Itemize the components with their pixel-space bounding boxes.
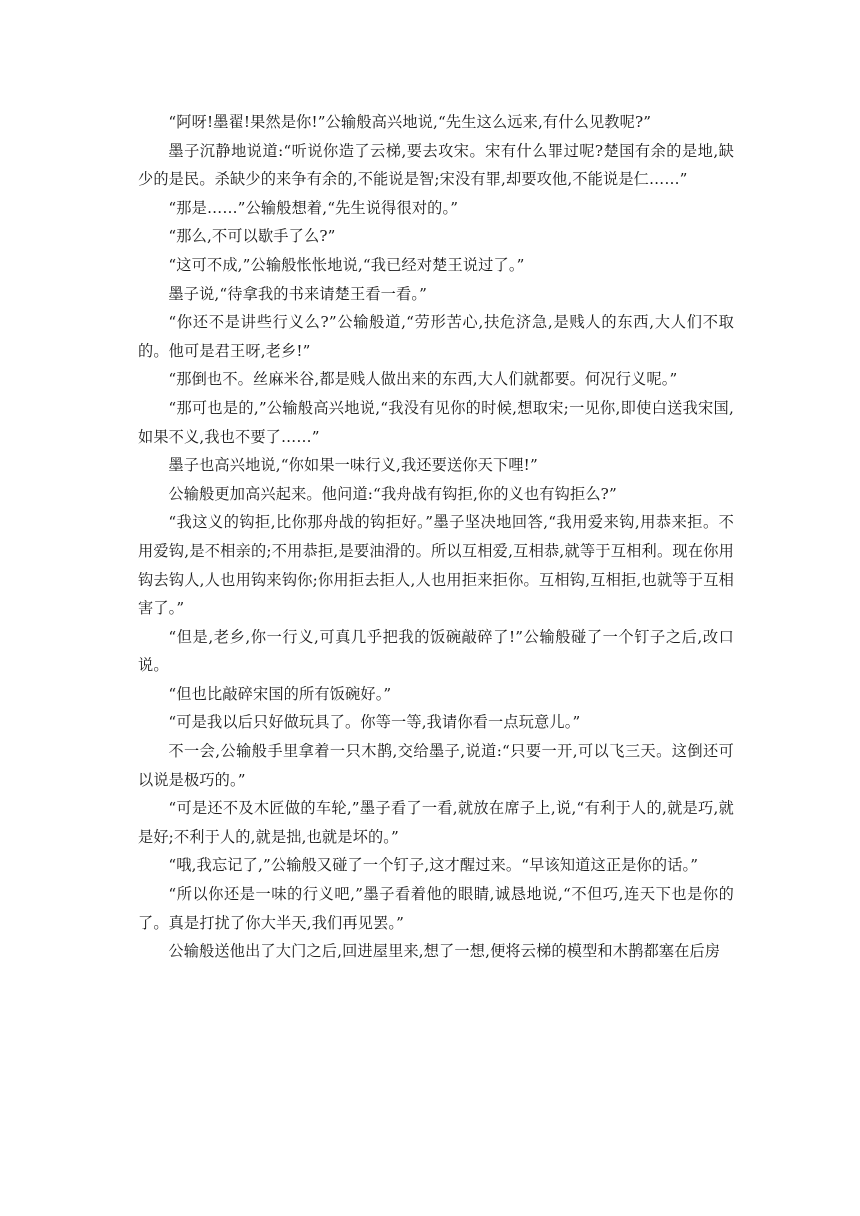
paragraph-16: 不一会,公输般手里拿着一只木鹊,交给墨子,说道:“只要一开,可以飞三天。这倒还可以说是极巧的。” bbox=[138, 742, 734, 789]
paragraph-2: 墨子沉静地说道:“听说你造了云梯,要去攻宋。宋有什么罪过呢?楚国有余的是地,缺少的是民。杀缺少的来争有余的,不能说是智;宋没有罪,却要攻他,不能说是仁……” bbox=[138, 141, 734, 189]
paragraph-1: “阿呀!墨翟!果然是你!”公输般高兴地说,“先生这么远来,有什么见教呢?” bbox=[168, 113, 652, 131]
paragraph-13: “但是,老乡,你一行义,可真几乎把我的饭碗敲碎了!”公输般碰了一个钉子之后,改口说。 bbox=[138, 627, 734, 675]
paragraph-15: “可是我以后只好做玩具了。你等一等,我请你看一点玩意儿。” bbox=[168, 713, 581, 732]
body-text bbox=[138, 108, 734, 966]
paragraph-9: “那可也是的,”公输般高兴地说,“我没有见你的时候,想取宋;一见你,即使白送我宋国,如果不义,我也不要了……” bbox=[138, 398, 734, 446]
paragraph-8: “那倒也不。丝麻米谷,都是贱人做出来的东西,大人们就都要。何况行义呢。” bbox=[168, 370, 678, 389]
paragraph-10: 墨子也高兴地说,“你如果一味行义,我还要送你天下哩!” bbox=[168, 456, 538, 475]
paragraph-19: “所以你还是一味的行义吧,”墨子看着他的眼睛,诚恳地说,“不但巧,连天下也是你的了。真是打扰了你大半天,我们再见罢。” bbox=[138, 885, 734, 932]
paragraph-6: 墨子说,“待拿我的书来请楚王看一看。” bbox=[168, 284, 427, 303]
paragraph-18: “哦,我忘记了,”公输般又碰了一个钉子,这才醒过来。“早该知道这正是你的话。” bbox=[168, 856, 699, 875]
paragraph-12: “我这义的钩拒,比你那舟战的钩拒好。”墨子坚决地回答,“我用爱来钩,用恭来拒。不用爱钩,是不相亲的;不用恭拒,是要油滑的。所以互相爱,互相恭,就等于互相利。现在你用钩去钩人,人也用钩来钩你;你用拒去拒人,人也用拒来拒你。互相钩,互相拒,也就等于互相害了。” bbox=[138, 513, 734, 618]
paragraph-3: “那是……”公输般想着,“先生说得很对的。” bbox=[168, 198, 459, 217]
paragraph-11: 公输般更加高兴起来。他问道:“我舟战有钩拒,你的义也有钩拒么?” bbox=[168, 484, 617, 503]
paragraph-7: “你还不是讲些行义么?”公输般道,“劳形苦心,扶危济急,是贱人的东西,大人们不取的。他可是君王呀,老乡!” bbox=[138, 313, 734, 360]
paragraph-17: “可是还不及木匠做的车轮,”墨子看了一看,就放在席子上,说,“有利于人的,就是巧,就是好;不利于人的,就是拙,也就是坏的。” bbox=[138, 799, 734, 846]
paragraph-14: “但也比敲碎宋国的所有饭碗好。” bbox=[168, 684, 392, 703]
paragraph-4: “那么,不可以歇手了么?” bbox=[168, 227, 336, 246]
paragraph-20: 公输般送他出了大门之后,回进屋里来,想了一想,便将云梯的模型和木鹊都塞在后房 bbox=[168, 942, 721, 961]
paragraph-5: “这可不成,”公输般怅怅地说,“我已经对楚王说过了。” bbox=[168, 255, 525, 274]
